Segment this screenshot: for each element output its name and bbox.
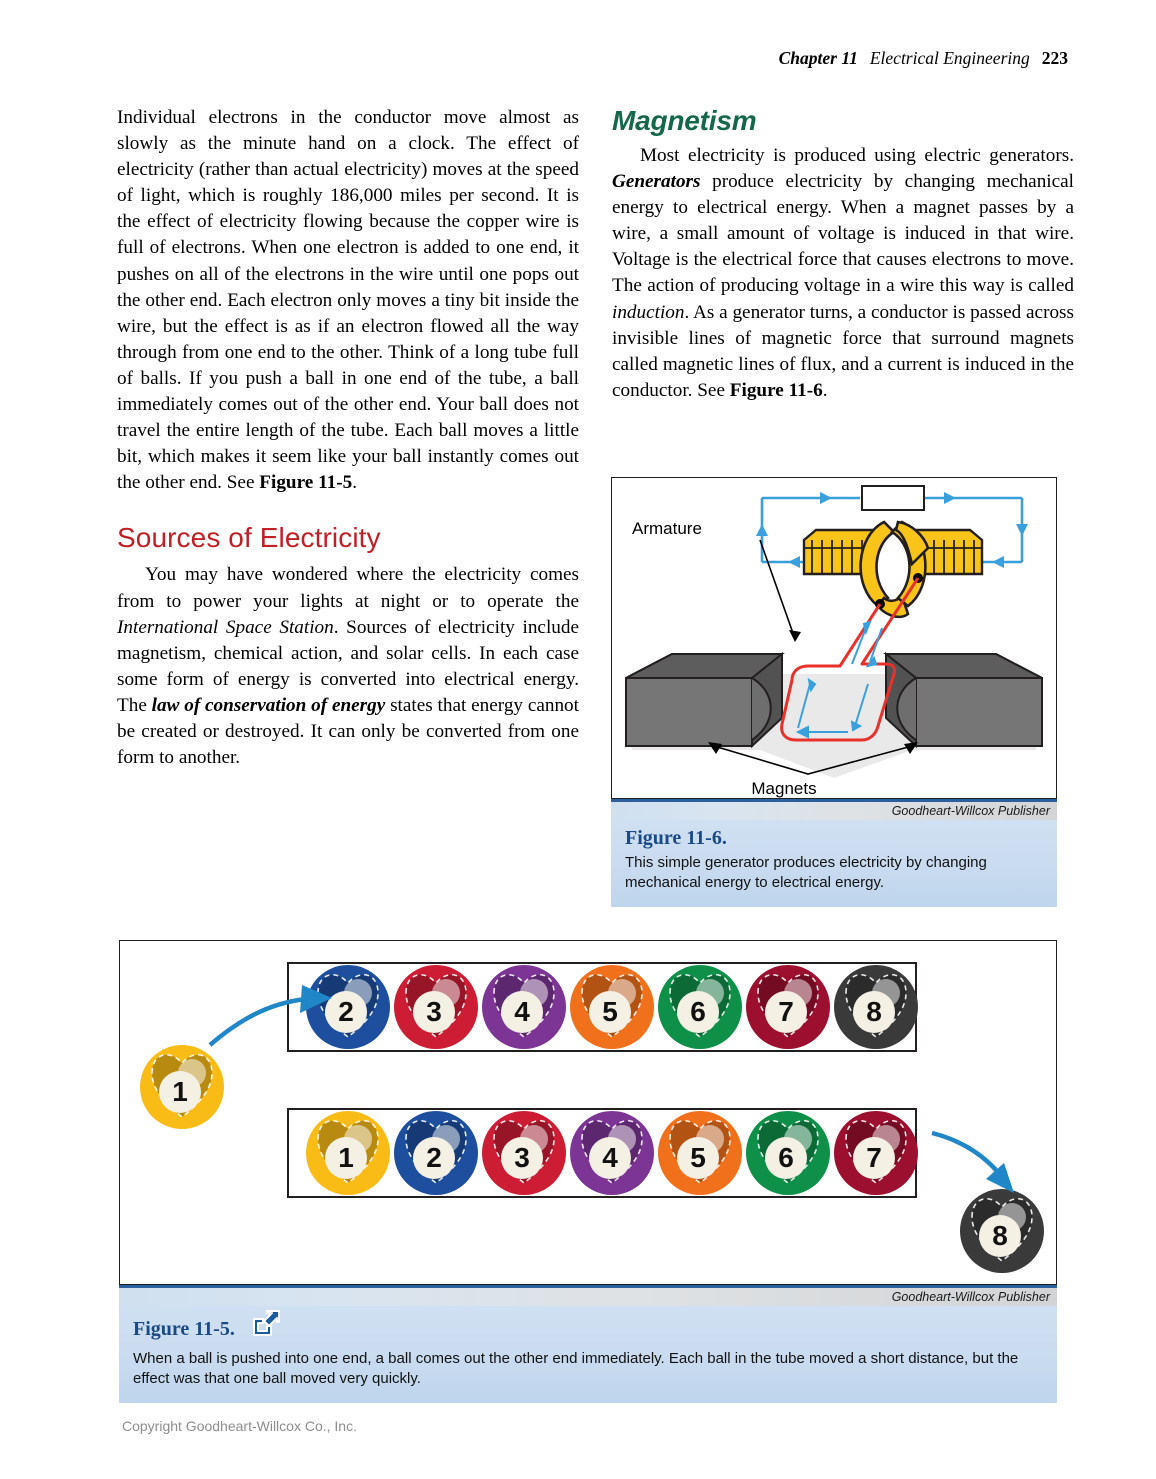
figure-11-5-title: Figure 11-5. bbox=[133, 1318, 235, 1340]
billiard-ball bbox=[306, 965, 390, 1049]
left-text-column bbox=[117, 105, 579, 771]
figure-11-5-reference: Figure 11-5 bbox=[259, 472, 353, 494]
paragraph-magnetism bbox=[612, 143, 1074, 404]
paragraph-sources-text-b: . Sources of electricity include magnetism, chemical action, and solar cells. In each case some form of energy is converted into electrical energy. The bbox=[117, 616, 579, 716]
paragraph-electrons-period: . bbox=[352, 472, 357, 494]
figure-11-6-credit-bar bbox=[611, 799, 1057, 820]
ball-number: 4 bbox=[602, 1142, 618, 1173]
ball-number: 3 bbox=[514, 1142, 530, 1173]
paragraph-magnetism-text-c: . As a generator turns, a conductor is passed across invisible lines of magnetic force that surround magnets called magnetic lines of flux, and a current is induced in the conductor. See bbox=[612, 301, 1074, 401]
magnet-left bbox=[626, 654, 782, 746]
magnet-right bbox=[886, 654, 1042, 746]
running-head-chapter: Chapter 11 bbox=[778, 48, 858, 68]
billiard-ball bbox=[834, 965, 918, 1049]
billiard-ball bbox=[746, 965, 830, 1049]
billiard-ball bbox=[658, 965, 742, 1049]
share-external-link-icon[interactable] bbox=[251, 1310, 281, 1343]
figure-11-5-caption-block bbox=[119, 1306, 1057, 1403]
ball-tube-diagram bbox=[120, 941, 1056, 1284]
generator-diagram bbox=[612, 478, 1056, 798]
billiard-ball bbox=[482, 1111, 566, 1195]
term-law-of-conservation-of-energy: law of conservation of energy bbox=[151, 694, 386, 716]
billiard-ball bbox=[570, 965, 654, 1049]
figure-11-6-caption-text: This simple generator produces electricity by changing mechanical energy to electrical energy. bbox=[625, 854, 987, 891]
term-induction: induction bbox=[612, 301, 685, 323]
billiard-ball bbox=[140, 1045, 224, 1129]
ball-number: 3 bbox=[426, 996, 442, 1027]
commutator bbox=[861, 522, 928, 617]
ball-number: 4 bbox=[514, 996, 530, 1027]
figure-11-6-artwork bbox=[611, 477, 1057, 799]
paragraph-electrons-text: Individual electrons in the conductor move almost as slowly as the minute hand on a clock. The effect of electricity (rather than actual electricity) moves at the speed of light, which is roughly 186,000 miles per second. It is the effect of electricity flowing because the copper wire is full of electrons. When one electron is added to one end, it pushes on all of the electrons in the wire until one pops out the other end. Each electron only moves a tiny bit inside the wire, but the effect is as if an electron flowed all the way through from one end to the other. Think of a long tube full of balls. If you push a ball in one end of the tube, a ball immediately comes out of the other end. Your ball does not travel the entire length of the tube. Each ball moves a little bit, which makes it seem like your ball instantly comes out the other end. See bbox=[117, 107, 579, 494]
ball-number: 7 bbox=[866, 1142, 882, 1173]
paragraph-magnetism-period: . bbox=[822, 379, 828, 401]
figure-11-5 bbox=[119, 940, 1057, 1403]
heading-magnetism: Magnetism bbox=[612, 105, 757, 136]
ball-number: 2 bbox=[426, 1142, 442, 1173]
billiard-ball bbox=[834, 1111, 918, 1195]
ball-number: 7 bbox=[778, 996, 794, 1027]
paragraph-electrons bbox=[117, 105, 579, 496]
ball-number: 5 bbox=[602, 996, 618, 1027]
armature-label-leader bbox=[760, 540, 801, 642]
armature-label: Armature bbox=[632, 519, 702, 538]
billiard-ball bbox=[394, 965, 478, 1049]
copyright-footer: Copyright Goodheart-Willcox Co., Inc. bbox=[122, 1418, 357, 1434]
figure-11-6 bbox=[611, 477, 1057, 907]
right-text-column bbox=[612, 105, 1074, 404]
figure-11-5-credit: Goodheart-Willcox Publisher bbox=[891, 1290, 1050, 1304]
billiard-ball bbox=[658, 1111, 742, 1195]
billiard-ball bbox=[482, 965, 566, 1049]
heading-sources-of-electricity: Sources of Electricity bbox=[117, 522, 381, 554]
ball-number: 5 bbox=[690, 1142, 706, 1173]
ball-number: 1 bbox=[338, 1142, 354, 1173]
billiard-ball bbox=[394, 1111, 478, 1195]
billiard-ball bbox=[960, 1189, 1044, 1273]
figure-11-5-artwork bbox=[119, 940, 1057, 1285]
exiting-ball bbox=[960, 1189, 1044, 1273]
load-resistor bbox=[862, 486, 924, 510]
figure-11-6-caption-block bbox=[611, 820, 1057, 907]
term-generators: Generators bbox=[612, 171, 701, 193]
paragraph-sources-text-c: states that energy cannot be created or destroyed. It can only be converted from one form to another. bbox=[117, 694, 579, 769]
figure-11-5-credit-bar bbox=[119, 1285, 1057, 1306]
magnets-label: Magnets bbox=[751, 779, 817, 798]
running-head-chapter-title: Electrical Engineering bbox=[869, 48, 1030, 68]
entering-ball bbox=[140, 1045, 224, 1129]
billiard-ball bbox=[746, 1111, 830, 1195]
figure-11-6-credit: Goodheart-Willcox Publisher bbox=[891, 804, 1050, 818]
billiard-ball bbox=[570, 1111, 654, 1195]
figure-11-6-title: Figure 11-6. bbox=[625, 827, 727, 849]
billiard-ball bbox=[306, 1111, 390, 1195]
page-number: 223 bbox=[1041, 48, 1068, 68]
running-head bbox=[779, 48, 1068, 69]
ball-number: 2 bbox=[338, 996, 354, 1027]
paragraph-magnetism-text-a: Most electricity is produced using electric generators. bbox=[640, 145, 1074, 166]
paragraph-magnetism-text-b: produce electricity by changing mechanical energy to electrical energy. When a magnet passes by a wire, a small amount of voltage is induced in that wire. Voltage is the electrical force that causes electrons to move. The action of producing voltage in a wire this way is called bbox=[612, 171, 1074, 297]
figure-11-5-caption-text: When a ball is pushed into one end, a ball comes out the other end immediately. Each ball in the tube moved a short distance, but the effect was that one ball moved very quickly. bbox=[133, 1350, 1019, 1387]
ball-number: 8 bbox=[992, 1220, 1008, 1251]
paragraph-sources bbox=[117, 562, 579, 771]
term-international-space-station: International Space Station bbox=[117, 616, 334, 638]
ball-number: 1 bbox=[172, 1076, 188, 1107]
ball-number: 6 bbox=[778, 1142, 794, 1173]
arrow-out-of-tube bbox=[932, 1133, 1014, 1193]
ball-number: 8 bbox=[866, 996, 882, 1027]
ball-number: 6 bbox=[690, 996, 706, 1027]
paragraph-sources-text-a: You may have wondered where the electricity comes from to power your lights at night or to operate the bbox=[117, 564, 579, 612]
figure-11-6-reference: Figure 11-6 bbox=[729, 379, 823, 401]
